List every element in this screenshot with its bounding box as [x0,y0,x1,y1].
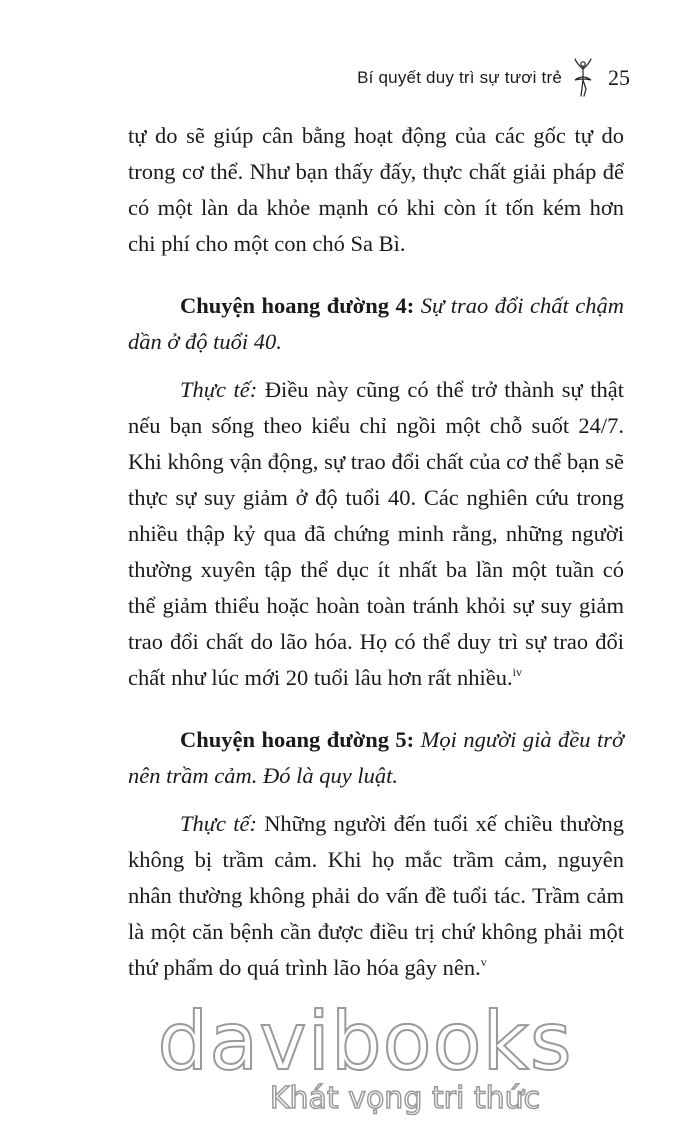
page-number: 25 [608,65,630,90]
myth-4-heading [128,288,624,360]
myth-4-label: Chuyện hoang đường 4: [180,293,415,318]
fact-4-label: Thực tế: [180,377,258,402]
dancer-ornament-icon [570,58,596,98]
running-header [357,58,630,98]
myth-5-label: Chuyện hoang đường 5: [180,727,415,752]
fact-5-paragraph [128,806,624,986]
myth-5-heading [128,722,624,794]
fact-5-text: Những người đến tuổi xế chiều thường không bị trầm cảm. Khi họ mắc trầm cảm, nguyên nhân thường không phải do vấn đề tuổi tác. Trầm cảm là một căn bệnh cần được điều trị chứ không phải một thứ phẩm do quá trình lão hóa gây nên. [128,811,624,980]
footnote-marker: iv [512,665,523,679]
body-text [128,118,624,986]
fact-4-paragraph [128,372,624,696]
myth-5-statement: Mọi người già đều trở nên trầm cảm. Đó là quy luật. [128,727,625,788]
footnote-marker: v [480,955,487,969]
watermark-tagline: Khát vọng tri thức [269,1081,541,1116]
fact-5-label: Thực tế: [180,811,257,836]
fact-4-text: Điều này cũng có thể trở thành sự thật nếu bạn sống theo kiểu chỉ ngồi một chỗ suốt 24/7. Khi không vận động, sự trao đổi chất của cơ thể bạn sẽ thực sự suy giảm ở độ tuổi 40. Các nghiên cứu trong nhiều thập kỷ qua đã chứng minh rằng, những người thường xuyên tập thể dục ít nhất ba lần một tuần có thể giảm thiểu hoặc hoàn toàn tránh khỏi sự suy giảm trao đổi chất do lão hóa. Họ có thể duy trì sự trao đổi chất như lúc mới 20 tuổi lâu hơn rất nhiều. [128,377,624,690]
running-title: Bí quyết duy trì sự tươi trẻ [357,68,562,87]
watermark [0,995,700,1116]
watermark-brand: davibooks [157,995,573,1088]
paragraph-continuation: tự do sẽ giúp cân bằng hoạt động của các gốc tự do trong cơ thể. Như bạn thấy đấy, thực chất giải pháp để có một làn da khỏe mạnh có khi còn ít tốn kém hơn chi phí cho một con chó Sa Bì. [128,123,624,256]
myth-4-statement: Sự trao đổi chất chậm dần ở độ tuổi 40. [128,293,624,354]
